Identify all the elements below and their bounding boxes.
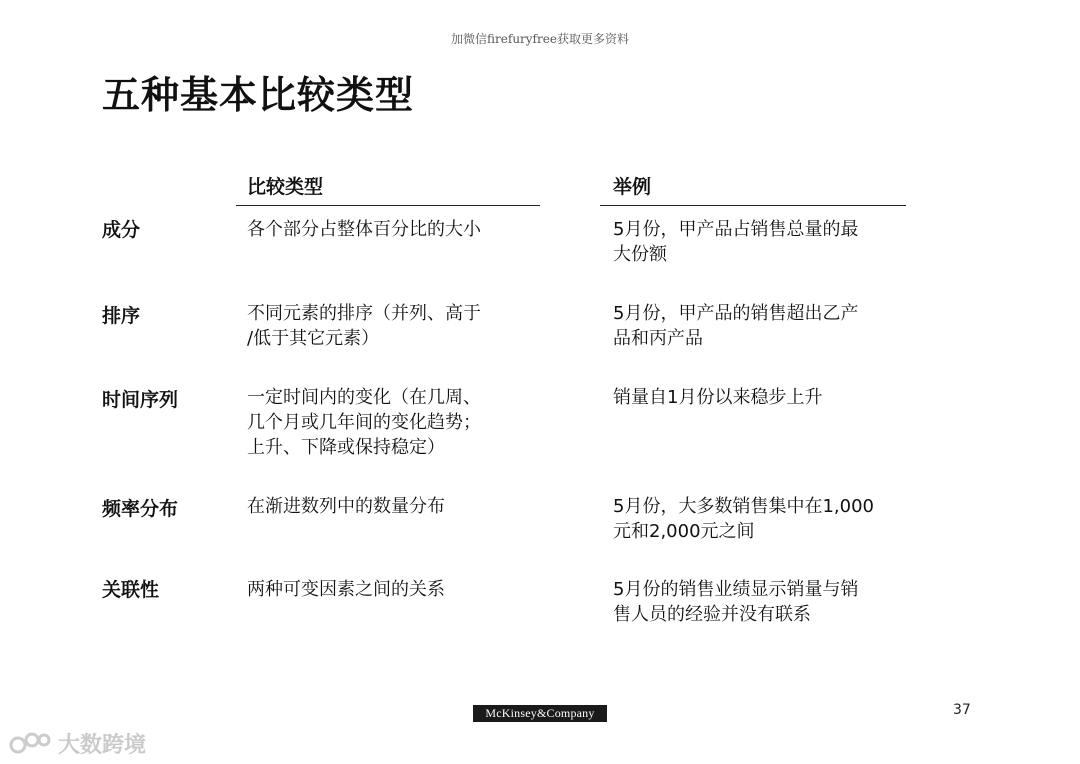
row-type-ranking: 不同元素的排序（并列、高于 /低于其它元素）: [247, 303, 481, 349]
mckinsey-logo: McKinsey&Company: [473, 705, 607, 722]
row-type-composition: 各个部分占整体百分比的大小: [247, 219, 481, 240]
row-label-frequency-distribution: 频率分布: [102, 498, 179, 520]
brand-watermark: [8, 728, 146, 758]
brand-watermark-icon: [8, 731, 52, 755]
row-label-correlation: 关联性: [102, 579, 160, 601]
row-type-frequency-distribution: 在渐进数列中的数量分布: [247, 496, 445, 517]
row-example-ranking: 5月份，甲产品的销售超出乙产 品和丙产品: [613, 303, 859, 349]
column-header-rule-type: [236, 205, 540, 206]
brand-watermark-text: 大数跨境: [58, 732, 147, 758]
row-example-composition: 5月份，甲产品占销售总量的最 大份额: [613, 219, 859, 265]
row-example-frequency-distribution: 5月份，大多数销售集中在1,000 元和2,000元之间: [613, 496, 874, 542]
page-number: 37: [953, 702, 971, 718]
slide-title: 五种基本比较类型: [102, 73, 415, 117]
top-watermark: 加微信firefuryfree获取更多资料: [451, 32, 629, 46]
row-label-time-series: 时间序列: [102, 389, 179, 411]
column-header-example: 举例: [613, 176, 652, 198]
row-type-time-series: 一定时间内的变化（在几周、 几个月或几年间的变化趋势； 上升、下降或保持稳定）: [247, 387, 481, 458]
row-example-correlation: 5月份的销售业绩显示销量与销 售人员的经验并没有联系: [613, 579, 859, 625]
column-header-rule-example: [600, 205, 906, 206]
row-type-correlation: 两种可变因素之间的关系: [247, 579, 445, 600]
row-label-composition: 成分: [102, 219, 141, 241]
column-header-type: 比较类型: [247, 176, 324, 198]
row-label-ranking: 排序: [102, 305, 141, 327]
row-example-time-series: 销量自1月份以来稳步上升: [613, 387, 823, 408]
